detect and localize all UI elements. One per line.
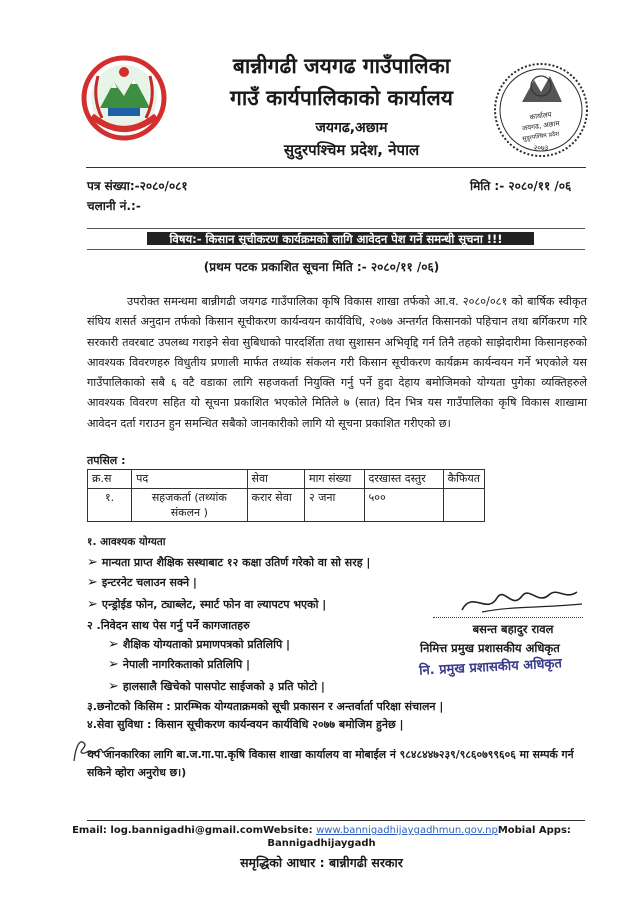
footer-motto: समृद्धिको आधार : बान्नीगढी सरकार [240, 855, 403, 870]
cell-demand: २ जना [305, 489, 365, 522]
email-link[interactable]: log.bannigadhi@gmail.com [110, 825, 264, 836]
subject-text: विषय:- किसान सूचीकरण कार्यक्रमको लागि आवेदन पेश गर्ने समन्धी सूचना !!! [169, 232, 503, 246]
footer-contacts: Email: log.bannigadhi@gmail.comWebsite: www.bannigadhijaygadhmun.gov.npMobial Apps: [72, 825, 571, 836]
arrow-icon: ➢ [108, 637, 119, 652]
signatory-stamp: नि. प्रमुख प्रशासकीय अधिकृत [418, 656, 563, 679]
vacancy-table [87, 469, 485, 522]
list-item: ➢ नेपाली नागरिकताको प्रतिलिपि | [108, 657, 251, 672]
footer-apps: Bannigadhijaygadh [267, 838, 376, 849]
arrow-icon: ➢ [108, 679, 119, 694]
svg-text:कार्यालय: कार्यालय [529, 110, 553, 122]
office-name-line1: बान्नीगढी जयगढ गाउँपालिका [232, 54, 451, 78]
svg-text:सुदुरपश्चिम प्रदेश: सुदुरपश्चिम प्रदेश [521, 130, 560, 143]
notice-body: उपरोक्त समन्धमा बान्नीगढी जयगढ गाउँपालिका कृषि विकास शाखा तर्फको आ.व. २०८०/०८१ को बार्षिक स्वीकृत संघिय शसर्त अनुदान तर्फको किसान सूचीकरण कार्यन्वयन कार्यविधि, २०७७ अन्तर्गत किसानको पहिचान तथा बर्गिकरण गरि सरकारी तवरबाट उपलब्ध गराइने सेवा सुबिधाको पारदर्शिता तथा सुशासन अभिवृद्दि गर्न तिनै तहको साझेदारीमा किसानहरुको आवश्यक विवरणहरु विधुतीय प्रणाली मार्फत तथ्यांक संकलन गरी किसान सूचीकरण कार्यक्रम कार्यन्वयन गर्ने भएकोले यस गाउँपालिकाको सबै ६ वटै वडाका लागि सहजकर्ता नियुक्ति गर्नु पर्ने हुदा देहाय बमोजिमको योग्यता पुगेका व्यक्तिहरुले आवश्यक विवरण सहित यो सूचना प्रकाशित भएकोले मितिले ७ (सात) दिन भित्र यस गाउँपालिका कृषि विकास शाखामा आवेदन दर्ता गराउन हुन समन्धित सबैको जानकारीको लागि यो सूचना प्रकाशित गरीएको छ। [87, 295, 587, 430]
cell-sn: १. [88, 489, 132, 522]
col-header-remarks: कैफियत [443, 470, 484, 489]
letter-number: पत्र संख्या:-२०८०/०८१ [87, 179, 188, 193]
col-header-service: सेवा [247, 470, 304, 489]
header-divider [86, 167, 586, 168]
arrow-icon: ➢ [87, 555, 98, 570]
office-address: जयगढ,अछाम [315, 120, 388, 136]
svg-text:२०७३: २०७३ [533, 144, 549, 152]
office-name-line2: गाउँ कार्यपालिकाको कार्यालय [230, 86, 453, 110]
list-item: ➢ शैक्षिक योग्यताको प्रमाणपत्रको प्रतिलिपि | [108, 637, 291, 652]
subject-banner [87, 228, 585, 250]
selection-method: ३.छनोटको किसिम : प्रारम्भिक योग्यताक्रमको सूची प्रकासन र अन्तर्वार्ता परिक्षा संचालन | [87, 700, 444, 713]
requirements-title: १. आवश्यक योग्यता [87, 536, 166, 548]
list-item: ➢ इन्टरनेट चलाउन सक्ने | [87, 575, 197, 590]
letter-date: मिति :- २०८०/११ /०६ [470, 179, 572, 193]
signatory-name: बसन्त बहादुर रावल [472, 622, 554, 636]
cell-post: सहजकर्ता (तथ्यांक संकलन ) [132, 489, 247, 522]
list-item: ➢ मान्यता प्राप्त शैक्षिक सस्थाबाट १२ कक्षा उतिर्ण गरेको वा सो सरह | [87, 555, 371, 570]
contact-info: थप जानकारिका लागि बा.ज.गा.पा.कृषि विकास शाखा कार्यालय वा मोबाईल नं ९८४८४४७२३९/९८६०७९९६०६ मा सम्पर्क गर्न सकिने व्होरा अनुरोध छ।) [87, 748, 574, 779]
office-province: सुदुरपश्चिम प्रदेश, नेपाल [283, 141, 420, 159]
svg-text:जयगढ, अछाम: जयगढ, अछाम [521, 119, 561, 133]
cell-fee: ५०० [364, 489, 443, 522]
footer-divider [87, 820, 585, 821]
schedule-label: तपसिल : [87, 454, 126, 467]
cell-service: करार सेवा [247, 489, 304, 522]
arrow-icon: ➢ [87, 597, 98, 612]
list-item: ➢ एन्ड्रोईड फोन, ट्याब्लेट, स्मार्ट फोन वा ल्यापटप भएको | [87, 597, 327, 612]
table-row [88, 489, 485, 522]
website-link[interactable]: www.bannigadhijaygadhmun.gov.np [316, 825, 498, 836]
col-header-sn: क्र.स [88, 470, 132, 489]
table-header-row [88, 470, 485, 489]
signatory-title: निमित्त प्रमुख प्रशासकीय अधिकृत [420, 641, 560, 655]
col-header-fee: दरखास्त दस्तुर [364, 470, 443, 489]
col-header-post: पद [132, 470, 247, 489]
arrow-icon: ➢ [87, 575, 98, 590]
signature-scribble [432, 580, 592, 620]
signature-line [433, 617, 583, 618]
first-publication-date: (प्रथम पटक प्रकाशित सूचना मिति :- २०८०/११ /०६) [203, 260, 440, 274]
arrow-icon: ➢ [108, 657, 119, 672]
col-header-demand: माग संख्या [305, 470, 365, 489]
office-seal-stamp [490, 58, 592, 162]
service-facility: ४.सेवा सुविधा : किसान सूचीकरण कार्यन्वयन कार्यविधि २०७७ बमोजिम हुनेछ | [87, 718, 404, 731]
dispatch-number: चलानी नं.:- [87, 199, 141, 213]
list-item: ➢ हालसालै खिचेको पासपोट साईजको ३ प्रति फोटो | [108, 679, 325, 694]
cell-remarks [443, 489, 484, 522]
documents-title: २ .निवेदन साथ पेस गर्नु पर्ने कागजातहरु [87, 619, 250, 632]
